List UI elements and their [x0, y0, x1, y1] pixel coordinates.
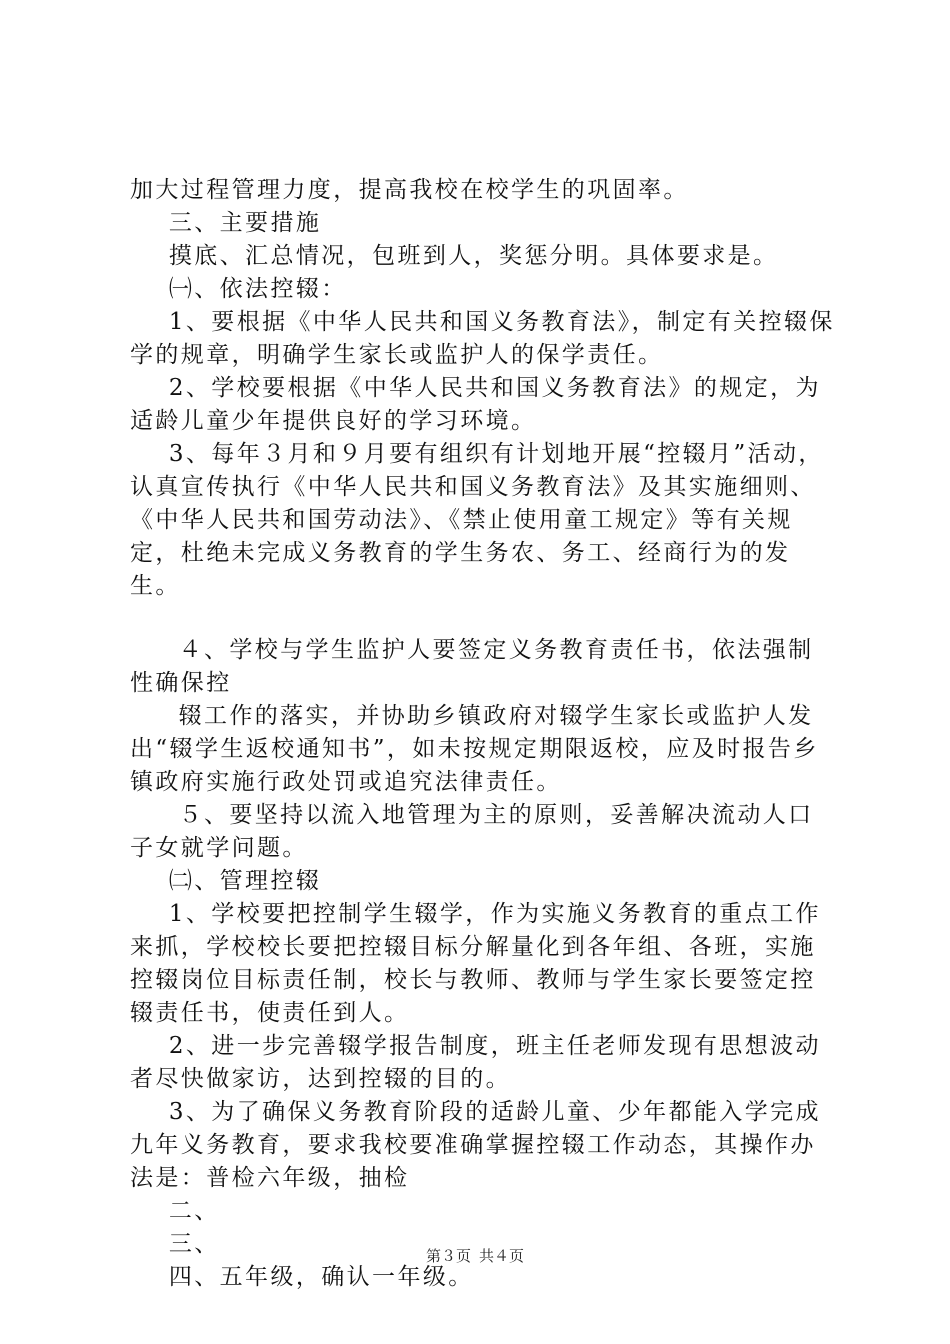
subsection-heading-legal: ㈠、依法控辍： — [130, 276, 347, 302]
list-fragment-2: 二、 — [130, 1198, 220, 1224]
page-number: 第３页 — [425, 1247, 471, 1265]
list-fragment-4: 四、五年级，确认一年级。 — [130, 1264, 474, 1290]
section-heading-measures: 三、主要措施 — [130, 210, 322, 236]
paragraph-item-3: 3、每年３月和９月要有组织有计划地开展“控辍月”活动，认真宣传执行《中华人民共和国义务教育法》及其实施细则、《中华人民共和国劳动法》、《禁止使用童工规定》等有关规定，杜绝未完成义务教育的学生务农、务工、经商行为的发生。 — [130, 441, 824, 599]
paragraph-item-4-continued: 辍工作的落实，并协助乡镇政府对辍学生家长或监护人发出“辍学生返校通知书”，如未按规定期限返校，应及时报告乡镇政府实施行政处罚或追究法律责任。 — [130, 703, 819, 795]
paragraph-summary: 摸底、汇总情况，包班到人，奖惩分明。具体要求是。 — [130, 243, 779, 269]
paragraph-item-1: 1、要根据《中华人民共和国义务教育法》，制定有关控辍保学的规章，明确学生家长或监护人的保学责任。 — [130, 309, 835, 368]
paragraph-item-5: ５、要坚持以流入地管理为主的原则，妥善解决流动人口子女就学问题。 — [130, 802, 814, 861]
page-footer — [0, 1245, 950, 1266]
list-fragment-3: 三、 — [130, 1231, 220, 1257]
paragraph-mgmt-item-1: 1、学校要把控制学生辍学，作为实施义务教育的重点工作来抓，学校校长要把控辍目标分解量化到各年组、各班，实施控辍岗位目标责任制，校长与教师、教师与学生家长要签定控辍责任书，使责任到人。 — [130, 901, 821, 1026]
paragraph-item-4: ４、学校与学生监护人要签定义务教育责任书，依法强制性确保控 — [130, 637, 814, 696]
document-body — [130, 174, 835, 1294]
page-total: 共４页 — [479, 1247, 525, 1265]
paragraph-mgmt-item-2: 2、进一步完善辍学报告制度，班主任老师发现有思想波动者尽快做家访，达到控辍的目的。 — [130, 1033, 821, 1092]
paragraph-item-2: 2、学校要根据《中华人民共和国义务教育法》的规定，为适龄儿童少年提供良好的学习环境。 — [130, 375, 821, 434]
paragraph-mgmt-item-3: 3、为了确保义务教育阶段的适龄儿童、少年都能入学完成九年义务教育，要求我校要准确掌握控辍工作动态，其操作办法是：普检六年级，抽检 — [130, 1099, 821, 1191]
paragraph-continuation: 加大过程管理力度，提高我校在校学生的巩固率。 — [130, 177, 689, 203]
subsection-heading-management: ㈡、管理控辍 — [130, 868, 322, 894]
